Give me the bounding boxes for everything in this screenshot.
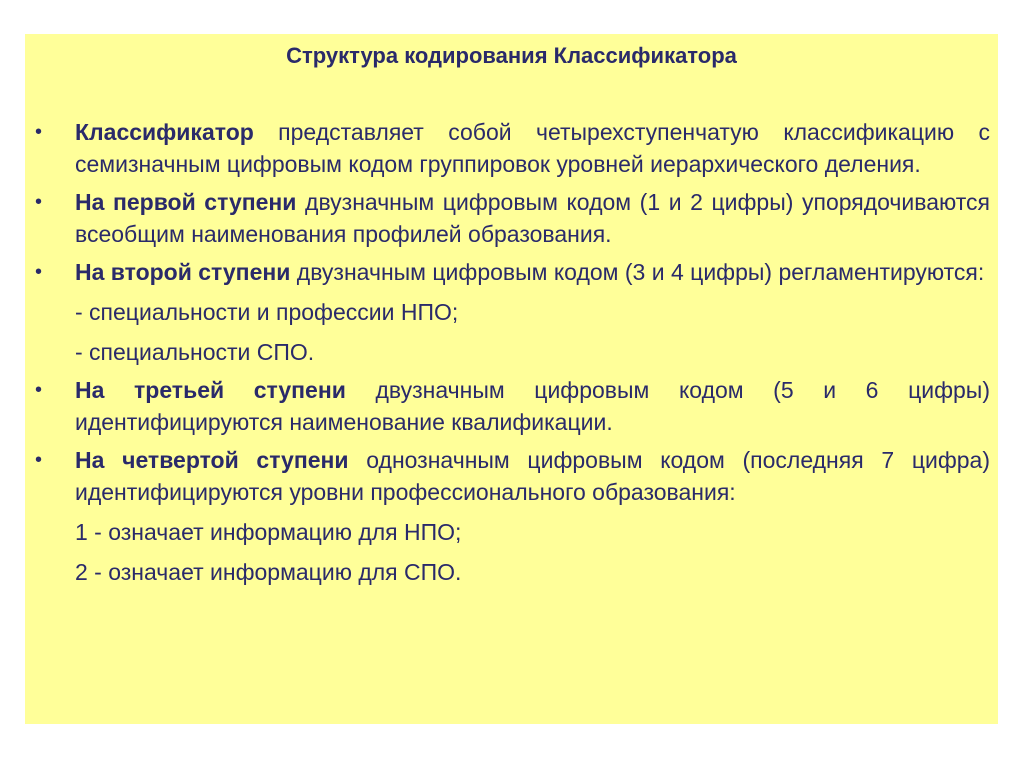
bullet-text: двузначным цифровым кодом (1 и 2 цифры) упорядочиваются всеобщим наименования профилей образования. [75, 189, 990, 247]
bullet-item [25, 444, 998, 508]
sub-item: - специальности и профессии НПО; [75, 299, 459, 325]
bullet-lead: На четвертой ступени [75, 447, 349, 473]
bullet-lead: Классификатор [75, 119, 254, 145]
bullet-item [25, 116, 998, 180]
bullet-lead: На третьей ступени [75, 377, 346, 403]
bullet-item [25, 374, 998, 438]
bullet-marker: • [35, 191, 43, 213]
sub-item: 1 - означает информацию для НПО; [75, 519, 462, 545]
bullet-text: двузначным цифровым кодом (5 и 6 цифры) идентифицируются наименование квалификации. [75, 377, 990, 435]
sub-item: 2 - означает информацию для СПО. [75, 559, 462, 585]
bullet-marker: • [35, 261, 43, 283]
bullet-marker: • [35, 121, 43, 143]
slide-panel [25, 34, 998, 724]
bullet-marker: • [35, 449, 43, 471]
bullet-item [25, 256, 998, 288]
bullet-text: однозначным цифровым кодом (последняя 7 цифра) идентифицируются уровни профессионального образования: [75, 447, 991, 505]
sub-item: - специальности СПО. [75, 339, 315, 365]
bullet-item [25, 186, 998, 250]
bullet-marker: • [35, 379, 43, 401]
bullet-text: двузначным цифровым кодом (3 и 4 цифры) регламентируются: [290, 259, 985, 285]
bullet-text: представляет собой четырехступенчатую классификацию с семизначным цифровым кодом группировок уровней иерархического деления. [75, 119, 990, 177]
bullet-lead: На первой ступени [75, 189, 297, 215]
bullet-list [25, 116, 998, 594]
bullet-lead: На второй ступени [75, 259, 291, 285]
slide-title: Структура кодирования Классификатора [286, 43, 737, 68]
